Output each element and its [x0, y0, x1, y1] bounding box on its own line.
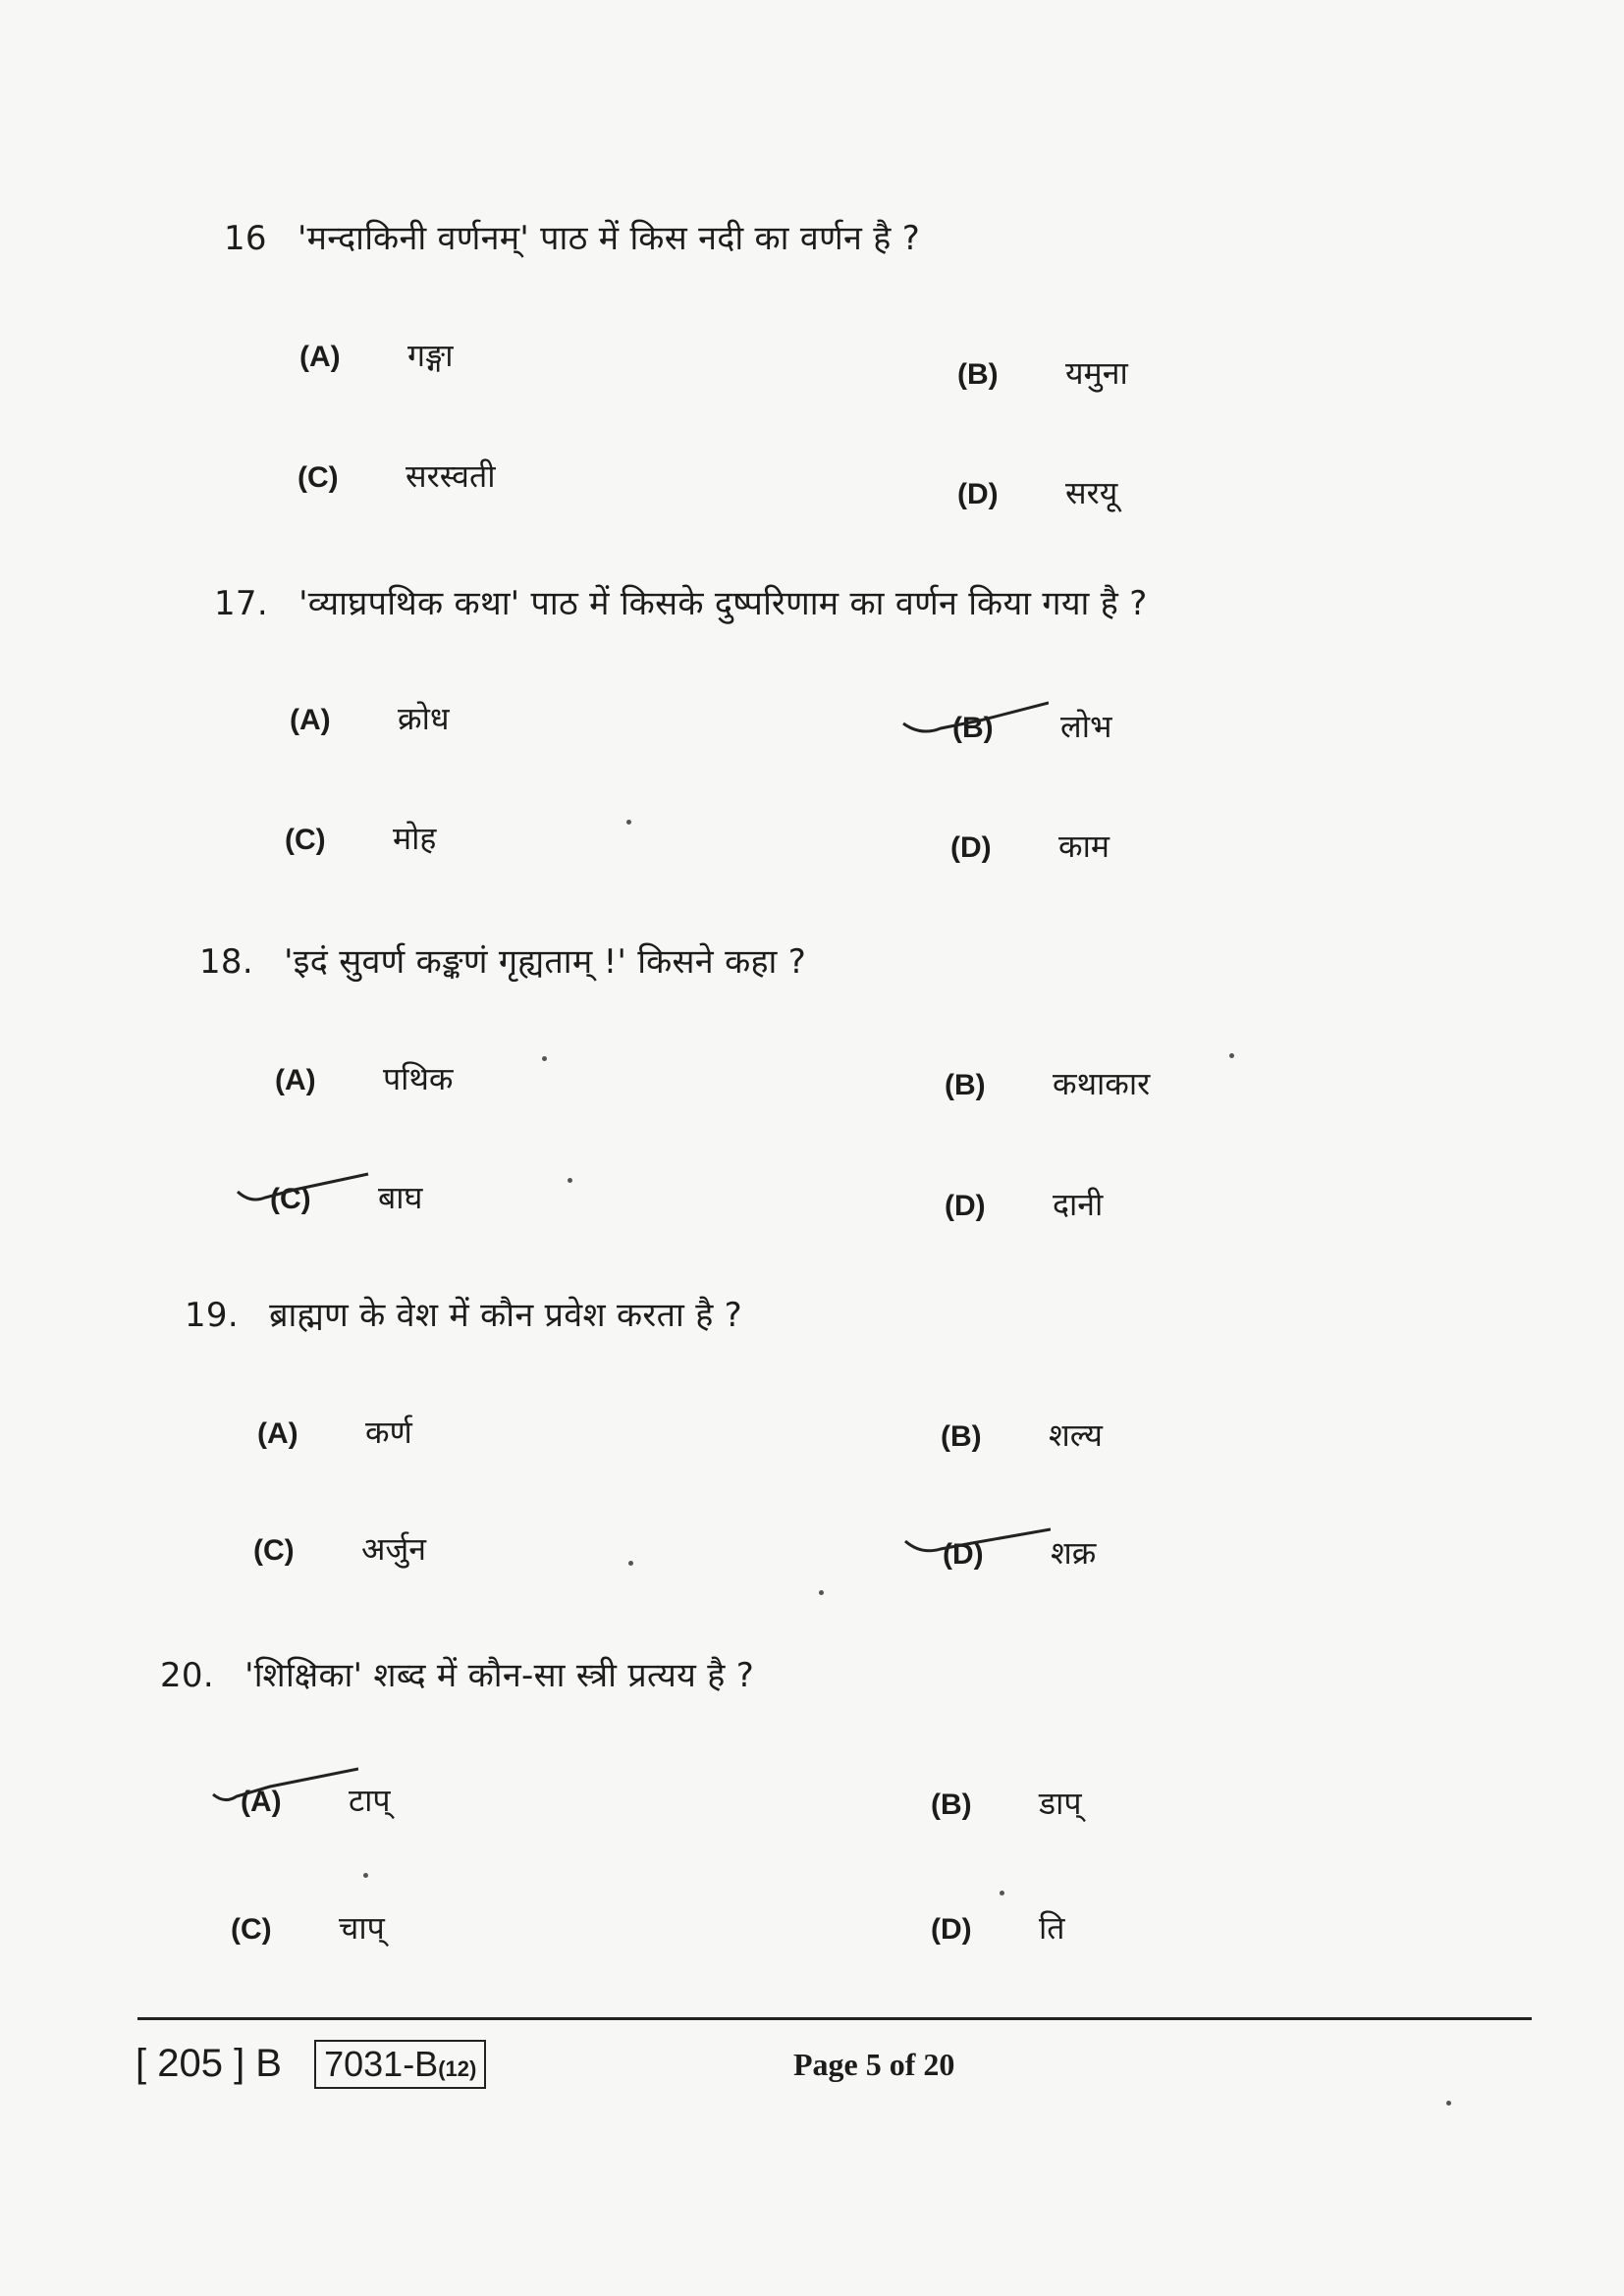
question-number: 16: [224, 219, 267, 258]
option-text: क्रोध: [398, 700, 450, 737]
question-text: ब्राह्मण के वेश में कौन प्रवेश करता है ?: [269, 1296, 743, 1335]
option-text: ति: [1039, 1909, 1065, 1947]
scan-speck: [626, 820, 631, 825]
answer-tick-mark: [236, 1170, 383, 1209]
option-text: यमुना: [1065, 354, 1128, 392]
option-letter: (D): [931, 1913, 972, 1946]
option-18-d: [945, 1183, 1103, 1225]
option-19-b: [941, 1414, 1103, 1456]
option-letter: (A): [257, 1417, 298, 1450]
footer-rule: [137, 2017, 1532, 2020]
question-number: 19.: [185, 1296, 239, 1335]
question-17: [214, 579, 1148, 624]
question-number: 18.: [199, 942, 253, 982]
answer-tick-mark: [901, 699, 1049, 738]
option-17-d: [950, 825, 1110, 867]
option-18-b: [945, 1062, 1150, 1104]
option-letter: (B): [945, 1069, 986, 1101]
option-16-b: [957, 351, 1128, 394]
option-text: अर्जुन: [361, 1530, 426, 1568]
scan-speck: [542, 1056, 547, 1061]
scan-speck: [819, 1590, 824, 1595]
option-text: सरयू: [1065, 474, 1118, 511]
option-letter: (C): [285, 824, 326, 856]
footer-paper-code: [135, 2040, 486, 2089]
option-20-c: [231, 1906, 385, 1949]
question-text: 'मन्दाकिनी वर्णनम्' पाठ में किस नदी का वर्णन है ?: [297, 219, 921, 258]
scan-speck: [628, 1561, 633, 1566]
option-text: गङ्गा: [407, 337, 454, 374]
option-19-c: [253, 1527, 426, 1570]
option-text: कर्ण: [365, 1414, 412, 1451]
scan-speck: [1000, 1891, 1004, 1896]
option-16-c: [298, 454, 496, 497]
option-17-a: [290, 697, 450, 739]
question-16: [224, 214, 920, 259]
scan-speck: [1446, 2101, 1451, 2106]
option-text: डाप्: [1039, 1785, 1082, 1822]
option-17-c: [285, 817, 436, 859]
option-letter: (B): [957, 358, 999, 391]
option-text: दानी: [1053, 1186, 1104, 1223]
option-letter: (A): [275, 1064, 316, 1096]
option-letter: (D): [943, 1538, 984, 1571]
option-letter: (D): [957, 478, 999, 510]
question-number: 17.: [214, 584, 268, 623]
option-text: पथिक: [383, 1060, 454, 1097]
option-text: काम: [1058, 828, 1110, 865]
footer-code-sub: (12): [438, 2056, 477, 2081]
option-19-a: [257, 1411, 412, 1453]
footer-left-text: [ 205 ] B: [135, 2042, 282, 2085]
option-letter: (A): [241, 1786, 282, 1818]
option-text: शक्र: [1051, 1534, 1097, 1572]
option-text: टाप्: [349, 1782, 391, 1819]
option-20-b: [931, 1782, 1082, 1824]
page-number: Page 5 of 20: [793, 2047, 955, 2082]
option-letter: (B): [952, 712, 994, 744]
option-letter: (A): [299, 341, 341, 373]
option-letter: (D): [950, 831, 992, 864]
answer-tick-mark: [903, 1523, 1051, 1563]
question-text: 'शिक्षिका' शब्द में कौन-सा स्त्री प्रत्यय है ?: [244, 1656, 755, 1695]
option-18-a: [275, 1057, 454, 1099]
scan-speck: [568, 1178, 572, 1183]
option-text: लोभ: [1060, 708, 1112, 745]
option-text: सरस्वती: [406, 457, 496, 495]
option-text: चाप्: [339, 1909, 385, 1947]
question-19: [185, 1291, 742, 1336]
option-letter: (B): [931, 1789, 972, 1821]
option-16-d: [957, 471, 1117, 513]
option-letter: (D): [945, 1190, 986, 1222]
scan-speck: [1229, 1053, 1234, 1058]
footer-code-text: 7031-B: [324, 2044, 439, 2084]
option-letter: (C): [298, 461, 339, 494]
question-20: [160, 1651, 754, 1696]
option-text: मोह: [393, 820, 437, 857]
scan-speck: [363, 1873, 368, 1878]
question-text: 'व्याघ्रपथिक कथा' पाठ में किसके दुष्परिणाम का वर्णन किया गया है ?: [298, 584, 1148, 623]
option-letter: (C): [270, 1183, 311, 1215]
option-text: बाघ: [378, 1179, 423, 1216]
question-text: 'इदं सुवर्ण कङ्कणं गृह्यताम् !' किसने कहा ?: [284, 942, 807, 982]
option-letter: (C): [253, 1534, 295, 1567]
question-number: 20.: [160, 1656, 214, 1695]
option-text: शल्य: [1049, 1416, 1103, 1454]
question-18: [199, 937, 806, 983]
option-letter: (C): [231, 1913, 272, 1946]
option-letter: (A): [290, 704, 331, 736]
footer-set-code-box: [314, 2040, 486, 2089]
option-letter: (B): [941, 1420, 982, 1453]
option-20-d: [931, 1906, 1065, 1949]
option-16-a: [299, 334, 454, 376]
answer-tick-mark: [211, 1767, 358, 1806]
option-text: कथाकार: [1053, 1065, 1151, 1102]
